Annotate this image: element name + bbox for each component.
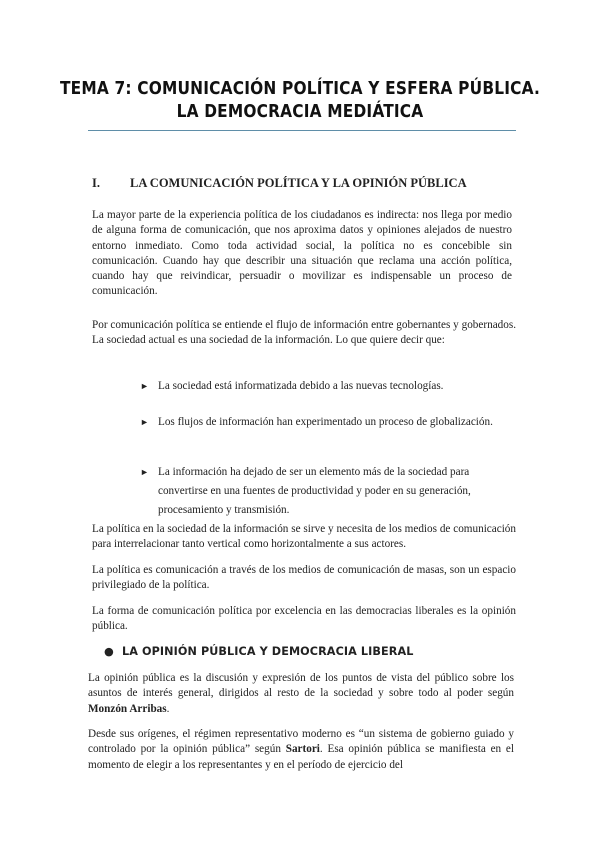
paragraph-6-end: .	[166, 702, 170, 715]
subheading	[104, 645, 413, 658]
title-line-2: LA DEMOCRACIA MEDIÁTICA	[176, 102, 424, 122]
title-line-1: TEMA 7: COMUNICACIÓN POLÍTICA Y ESFERA PÚBLICA.	[59, 79, 541, 99]
paragraph-2: Por comunicación política se entiende el flujo de información entre gobernantes y gobernados. La sociedad actual es una sociedad de la información. Lo que quiere decir que:	[92, 319, 516, 347]
document-title	[36, 78, 564, 124]
section-number: I.	[92, 176, 100, 190]
paragraph-7-text: Desde sus orígenes, el régimen representativo moderno es “un sistema de gobierno guiado y controlado por la opinión pública” según	[88, 728, 514, 756]
arrow-bullet-icon: ►	[140, 417, 149, 427]
author-name: Sartori	[285, 743, 320, 756]
title-divider	[88, 130, 516, 131]
paragraph-4: La política es comunicación a través de los medios de comunicación de masas, son un espacio privilegiado de la política.	[92, 564, 516, 592]
paragraph-6	[88, 671, 514, 717]
section-title: LA COMUNICACIÓN POLÍTICA Y LA OPINIÓN PÚBLICA	[130, 176, 467, 190]
paragraph-5: La forma de comunicación política por excelencia en las democracias liberales es la opinión pública.	[92, 605, 516, 633]
round-bullet-icon: ●	[104, 645, 114, 658]
list-item-text: La información ha dejado de ser un elemento más de la sociedad para convertirse en una fuentes de productividad y poder en su generación, procesamiento y transmisión.	[158, 466, 471, 516]
paragraph-7	[88, 727, 514, 773]
section-heading	[92, 176, 532, 191]
paragraph-6-text: La opinión pública es la discusión y expresión de los puntos de vista del público sobre los asuntos de interés general, dirigidos al resto de la sociedad y sobre todo al poder según	[88, 672, 514, 700]
paragraph-1: La mayor parte de la experiencia política de los ciudadanos es indirecta: nos llega por medio de alguna forma de comunicación, que nos aproxima datos y opiniones alejados de nuestro entorno inmediato. Como toda actividad social, la política no es concebible sin comunicación. Cuando hay que describir una situación que reclama una acción política, cuando hay que reivindicar, persuadir o movilizar es indispensable un proceso de comunicación.	[92, 209, 512, 298]
subheading-text: LA OPINIÓN PÚBLICA Y DEMOCRACIA LIBERAL	[122, 645, 414, 658]
list-item-text: La sociedad está informatizada debido a las nuevas tecnologías.	[158, 380, 444, 392]
paragraph-7-end: . Esa opinión pública se manifiesta en el momento de elegir a los representantes y en el período de ejercicio del	[88, 743, 514, 771]
author-name: Monzón Arribas	[88, 702, 167, 715]
list-item	[140, 463, 510, 520]
list-item-text: Los flujos de información han experimentado un proceso de globalización.	[158, 416, 493, 428]
list-item	[140, 377, 510, 396]
paragraph-3: La política en la sociedad de la información se sirve y necesita de los medios de comunicación para interrelacionar tanto vertical como horizontalmente a sus actores.	[92, 523, 516, 551]
arrow-bullet-icon: ►	[140, 467, 149, 477]
list-item	[140, 413, 510, 432]
arrow-bullet-icon: ►	[140, 381, 149, 391]
